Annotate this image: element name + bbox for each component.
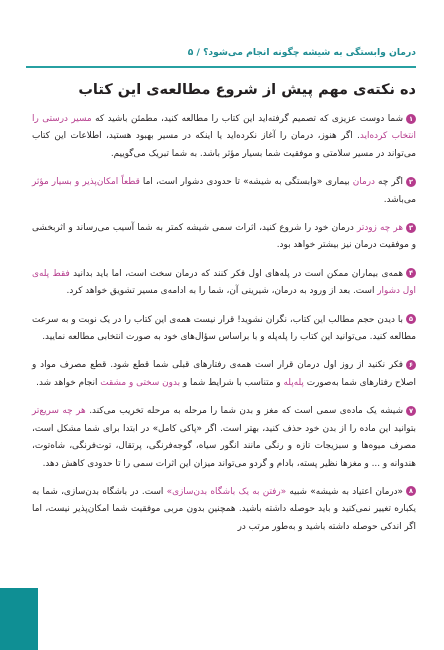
highlighted-phrase: پله‌پله (283, 377, 304, 388)
highlighted-phrase: درمان (352, 177, 375, 188)
paragraph-number-badge: ۴ (406, 268, 416, 278)
paragraph-number-badge: ۷ (406, 406, 416, 416)
highlighted-phrase: فقط پله‌ی اول دشوار (32, 268, 416, 297)
highlighted-phrase: «رفتن به یک باشگاه بدن‌سازی» (166, 486, 287, 497)
numbered-paragraph (32, 111, 416, 163)
paragraph-text: می‌باشد. (383, 194, 416, 205)
highlighted-phrase: قطعاً امکان‌پذیر و بسیار مؤثر (32, 177, 140, 188)
paragraph-text: «درمان اعتیاد به شیشه» شبیه (286, 486, 403, 497)
highlighted-phrase: مسیر درستی را انتخاب کرده‌اید (32, 114, 416, 142)
highlighted-phrase: هر چه زودتر (356, 223, 403, 234)
numbered-paragraph (32, 220, 416, 255)
paragraph-text: با دیدن حجم مطالب این کتاب، نگران نشوید! قرار نیست همه‌ی این کتاب را در یک نوبت و به سرعت مطالعه کنید. می‌توانید این کتاب را پله‌پله و با براساس سؤال‌های خود به صورت انتخابی مطالعه نمایید. (32, 314, 416, 343)
paragraph-text: و متناسب با شرایط شما و (180, 377, 284, 388)
paragraph-text: انجام خواهد شد. (36, 377, 101, 388)
paragraph-number-badge: ۲ (406, 177, 416, 187)
paragraph-number-badge: ۵ (406, 314, 416, 324)
paragraph-number-badge: ۳ (406, 223, 416, 233)
running-title: درمان وابستگی به شیشه چگونه انجام می‌شود؟ / ۵ (187, 46, 416, 58)
body-text (32, 111, 416, 547)
running-header (28, 40, 416, 64)
numbered-paragraph (32, 312, 416, 347)
paragraph-text: درمان خود را شروع کنید، اثرات سمی شیشه کمتر به شما آسیب می‌رساند و اثربخشی و موفقیت درمان نیز بیشتر خواهد بود. (32, 223, 416, 251)
paragraph-text: اگر چه (374, 177, 403, 188)
header-rule (26, 66, 416, 68)
paragraph-text: بتوانید این ماده را از بدن خود حذف کنید، بهتر است. اگر «پاکی کامل» در ابتدا برای شما مشکل است، مصرف میوه‌ها و سبزیجات تازه و رنگی مانند انگور سیاه، گوجه‌فرنگی، پرتقال، توت‌فرنگی، شاه‌توت، هندوانه و ... و مغزها نظیر پسته، بادام و گردو می‌تواند میزان این اثرات سمی را تا حدودی کاهش دهد. (32, 423, 416, 469)
paragraph-text: شما دوست عزیزی که تصمیم گرفته‌اید این کتاب را مطالعه کنید، مطمئن باشید که (91, 114, 404, 124)
section-heading: ده نکته‌ی مهم پیش از شروع مطالعه‌ی این کتاب (78, 82, 416, 98)
numbered-paragraph (32, 174, 416, 209)
paragraph-number-badge: ۸ (406, 486, 416, 496)
paragraph-text: . اگر هنوز، درمان را آغاز نکرده‌اید یا اینکه در مسیر بهبود هستید، اطلاعات این کتاب می‌تواند در مسیر سلامتی و موفقیت شما بسیار مؤثر باشد. به شما تبریک می‌گوییم. (32, 131, 416, 159)
paragraph-text: بیماری «وابستگی به شیشه» تا حدودی دشوار است، اما (139, 177, 353, 188)
paragraph-text: است. بعد از ورود به درمان، شیرینی آن، شما را به ادامه‌ی مسیر تشویق خواهد کرد. (66, 286, 378, 297)
paragraph-number-badge: ۱ (406, 114, 416, 124)
paragraph-number-badge: ۶ (406, 360, 416, 370)
paragraph-text: است. در باشگاه بدن‌سازی، شما به یکباره تغییر نمی‌کنید و باید حوصله داشته باشید. همچنین بدون مربی موفقیت شما امکان‌پذیر نیست، اما اگر اندکی حوصله داشته باشید و به‌طور مرتب در (32, 486, 416, 532)
numbered-paragraph (32, 403, 416, 473)
paragraph-text: شیشه یک ماده‌ی سمی است که مغز و بدن شما را مرحله به مرحله تخریب می‌کند. (85, 406, 404, 417)
side-color-bar (0, 588, 38, 650)
numbered-paragraph (32, 357, 416, 392)
highlighted-phrase: بدون سختی و مشقت (100, 377, 181, 388)
highlighted-phrase: هر چه سریع‌تر (32, 406, 86, 417)
numbered-paragraph (32, 484, 416, 536)
paragraph-text: همه‌ی بیماران ممکن است در پله‌های اول فکر کنند که درمان سخت است، اما باید بدانید (69, 268, 404, 279)
paragraph-text: فکر نکنید از روز اول درمان قرار است همه‌ی رفتارهای قبلی شما قطع شود. قطع مصرف مواد و اصلاح رفتارهای شما به‌صورت (32, 360, 416, 388)
numbered-paragraph (32, 266, 416, 301)
